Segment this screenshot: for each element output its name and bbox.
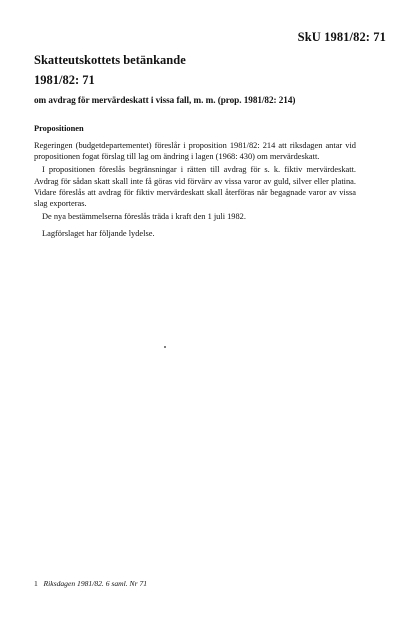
document-title: Skatteutskottets betänkande [34,53,186,67]
document-header [34,52,374,107]
paragraph: Lagförslaget har följande lydelse. [42,229,155,239]
document-body [34,123,356,242]
scan-speck [164,346,166,348]
footnote-number: 1 [34,579,38,588]
document-number: 1981/82: 71 [34,73,95,87]
document-id: SkU 1981/82: 71 [297,30,386,44]
footnote [34,579,147,588]
section-heading: Propositionen [34,124,84,133]
paragraph: Regeringen (budgetdepartementet) föreslår i proposition 1981/82: 214 att riksdagen antar vid propositionen fogat förslag till lag om ändring i lagen (1968: 430) om mervärdeskatt. [34,141,356,162]
paragraph: De nya bestämmelserna föreslås träda i kraft den 1 juli 1982. [42,212,246,222]
footnote-text: Riksdagen 1981/82. 6 saml. Nr 71 [43,579,148,588]
document-subtitle: om avdrag för mervärdeskatt i vissa fall, m. m. (prop. 1981/82: 214) [34,95,296,105]
paragraph: I propositionen föreslås begränsningar i rätten till avdrag för s. k. fiktiv mervärdeskatt. Avdrag för sådan skatt skall inte få göras vid förvärv av vissa varor av guld, silver eller platina. Vidare föreslås att avdrag för fiktiv mervärdeskatt skall återföras när begagnade varor av vissa slag exporteras. [34,165,356,209]
